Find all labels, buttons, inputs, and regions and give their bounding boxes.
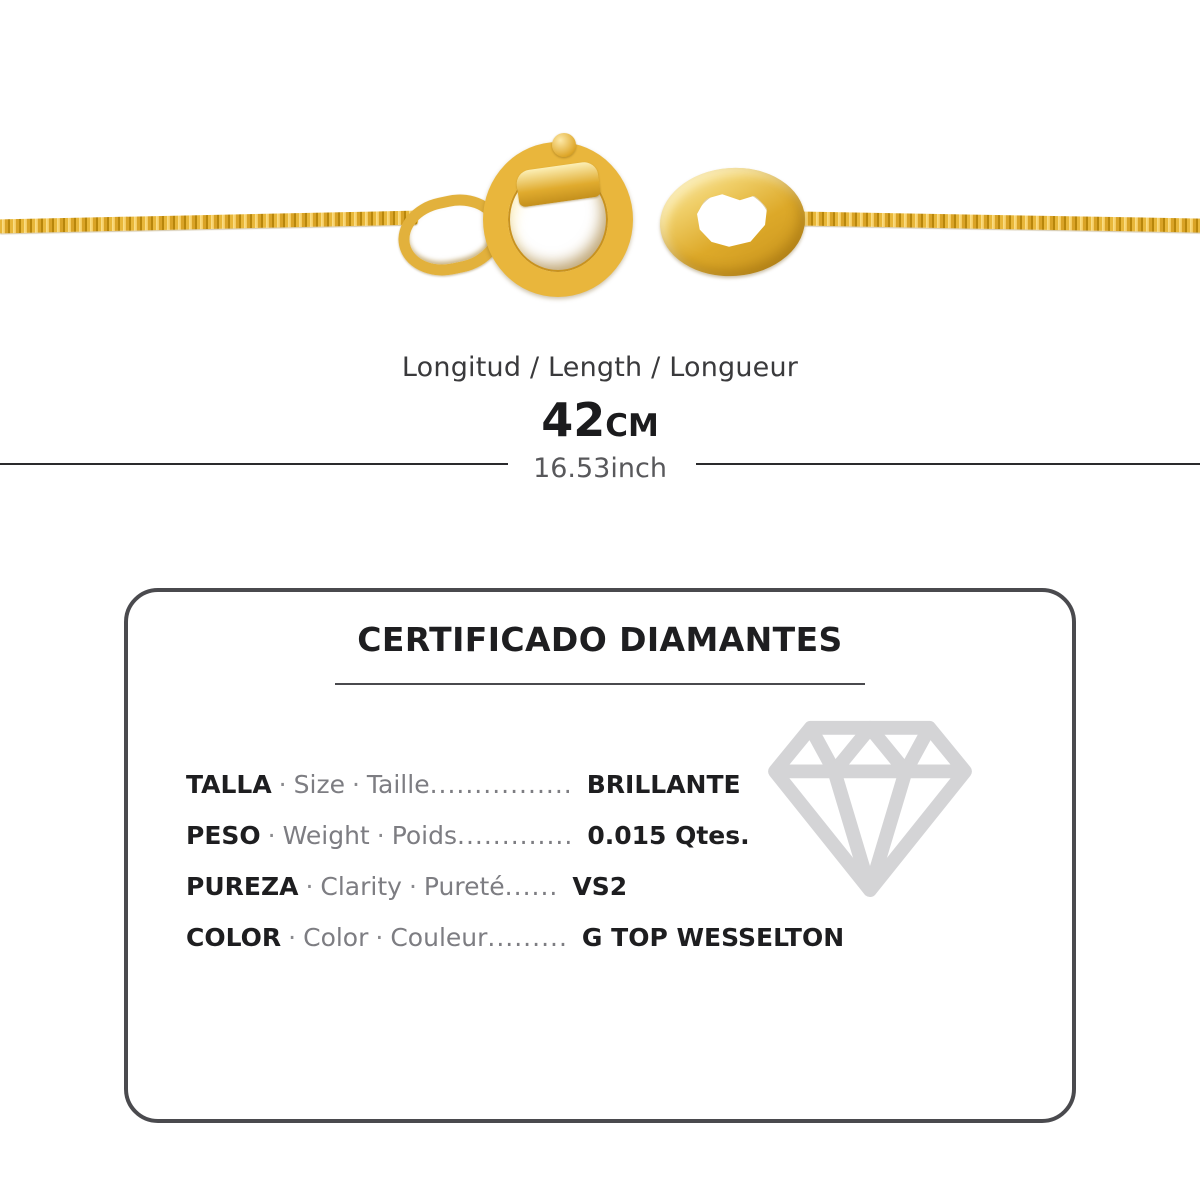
spec-value-size: BRILLANTE [586,770,741,799]
spec-dots: ......... [487,923,568,952]
product-illustration [0,0,1200,340]
spec-dots: ................ [429,770,573,799]
spec-row-color [186,923,946,952]
spec-label-es: PESO [186,821,261,850]
length-unit: CM [605,408,659,444]
spec-separator: · [408,872,417,901]
spec-separator: · [288,923,297,952]
spec-separator: · [375,923,384,952]
spec-label-en: Color [303,923,369,952]
spec-label-fr: Pureté [423,872,505,901]
diamond-certificate-card [124,588,1076,1123]
spec-label-es: COLOR [186,923,282,952]
chain-strand-left [0,211,418,234]
oval-tag [656,163,808,281]
length-number: 42 [541,393,606,447]
length-label: Longitud / Length / Longueur [401,352,799,383]
spec-row-clarity [186,872,946,901]
spec-value-color: G TOP WESSELTON [581,923,845,952]
length-block [0,352,1200,484]
certificate-title: CERTIFICADO DIAMANTES [357,620,843,659]
spec-label-es: TALLA [186,770,272,799]
spec-label-fr: Poids [391,821,458,850]
spec-separator: · [305,872,314,901]
spec-label-fr: Taille [366,770,430,799]
spec-label-fr: Couleur [390,923,488,952]
spec-separator: · [351,770,360,799]
spec-dots: ...... [504,872,559,901]
spec-dots: ............. [457,821,574,850]
spec-row-size [186,770,946,799]
spec-separator: · [376,821,385,850]
spec-row-weight [186,821,946,850]
spec-separator: · [278,770,287,799]
certificate-spec-list [186,770,946,974]
spec-label-en: Weight [282,821,370,850]
spec-separator: · [267,821,276,850]
spec-value-clarity: VS2 [572,872,628,901]
spec-label-en: Size [293,770,345,799]
length-value [0,393,1200,447]
length-inches: 16.53inch [533,453,667,484]
spec-label-es: PUREZA [186,872,299,901]
spec-label-en: Clarity [320,872,402,901]
spec-value-weight: 0.015 Qtes. [587,821,750,850]
chain-strand-right [790,211,1200,232]
certificate-title-divider [335,683,865,685]
